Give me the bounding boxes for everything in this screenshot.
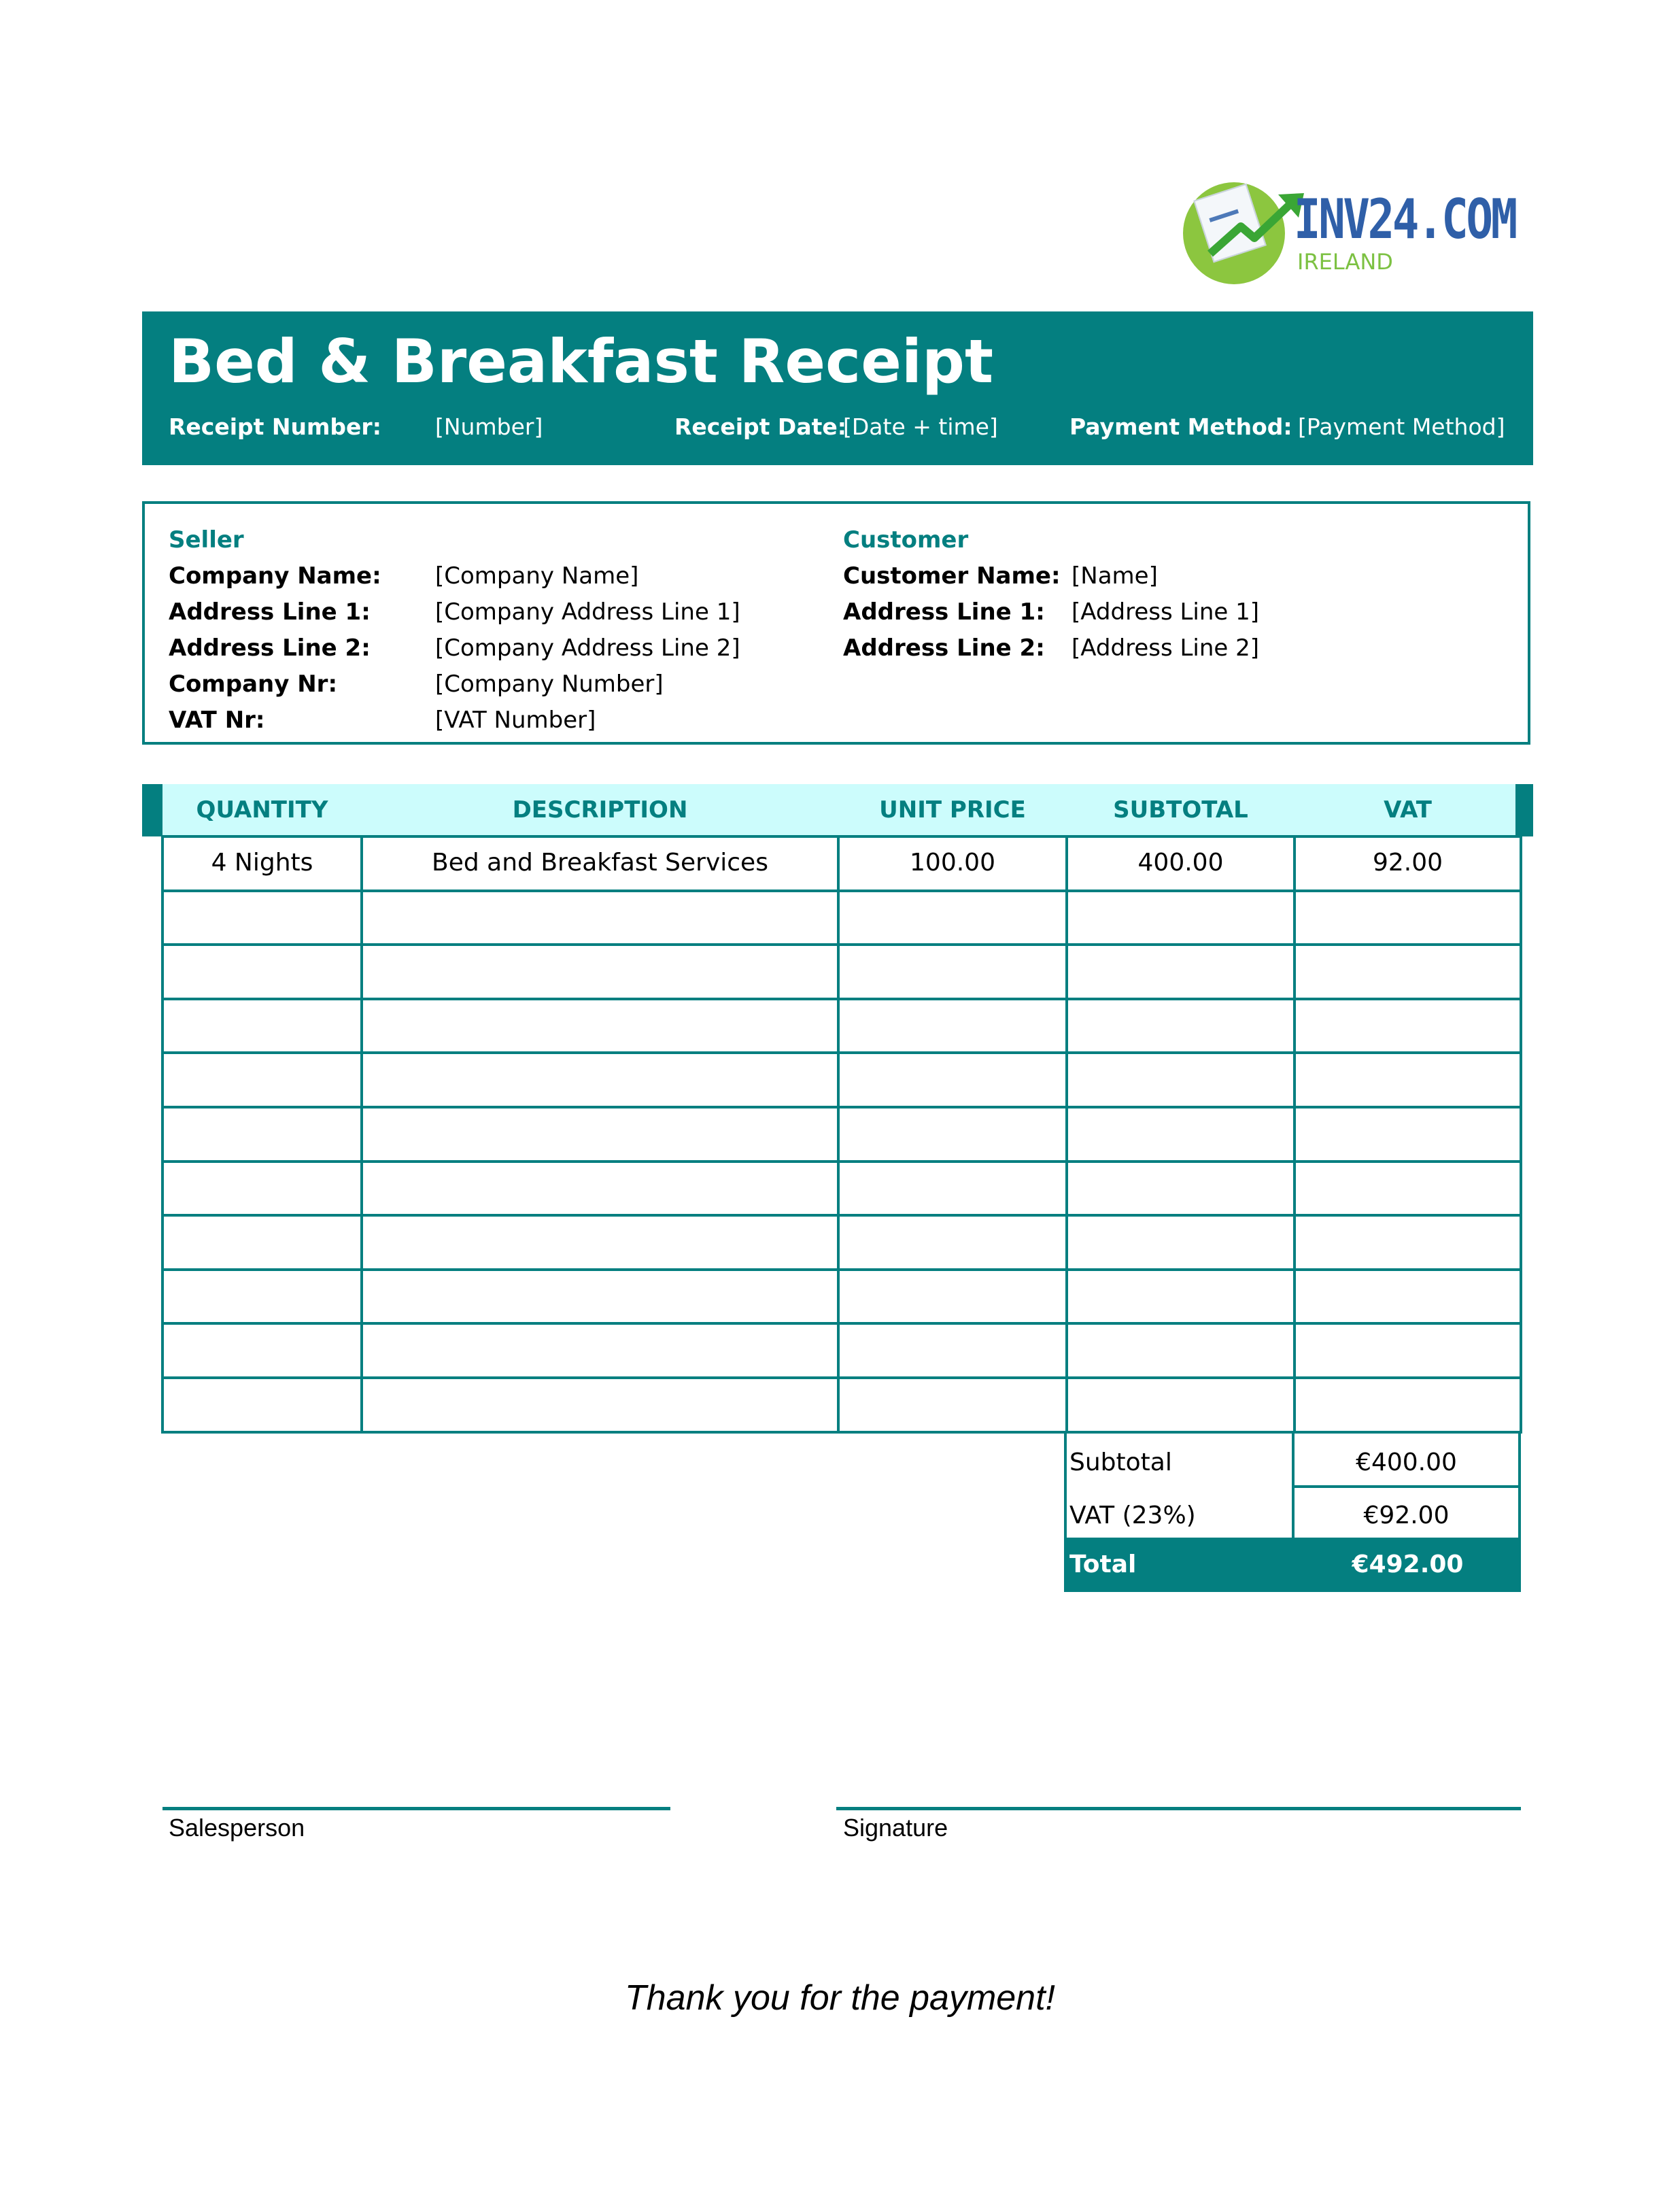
column-header-unit-price: UNIT PRICE	[879, 796, 1026, 824]
table-cell-unit-price: 100.00	[910, 849, 995, 877]
table-cell-vat	[1295, 891, 1521, 944]
table-cell-vat	[1295, 1270, 1521, 1323]
table-cell-unit-price	[838, 945, 1067, 998]
receipt-number-label: Receipt Number:	[169, 413, 381, 440]
payment-method-label: Payment Method:	[1069, 413, 1292, 440]
table-cell-unit-price	[838, 1215, 1067, 1268]
column-header-vat: VAT	[1384, 796, 1432, 824]
receipt-title: Bed & Breakfast Receipt	[169, 326, 994, 396]
table-cell-description	[362, 1323, 838, 1376]
seller-company-nr-label: Company Nr:	[169, 671, 338, 698]
table-cell-subtotal	[1067, 1053, 1295, 1106]
payment-method-value: [Payment Method]	[1298, 413, 1505, 440]
table-cell-quantity: 4 Nights	[211, 849, 313, 877]
grand-total-value: €492.00	[1352, 1551, 1464, 1578]
totals-divider	[1292, 1485, 1521, 1488]
table-cell-description	[362, 1162, 838, 1215]
table-cell-vat	[1295, 945, 1521, 998]
table-cell-quantity	[162, 891, 362, 944]
table-cell-vat	[1295, 999, 1521, 1052]
table-cell-unit-price	[838, 1053, 1067, 1106]
seller-company-name-label: Company Name:	[169, 562, 381, 590]
table-cell-subtotal	[1067, 999, 1295, 1052]
table-cell-subtotal	[1067, 1162, 1295, 1215]
table-cell-vat	[1295, 1107, 1521, 1160]
logo-brand-text: INV24.COM	[1294, 188, 1515, 251]
table-cell-quantity	[162, 1053, 362, 1106]
customer-address2-value: [Address Line 2]	[1072, 634, 1260, 662]
table-cell-description	[362, 1107, 838, 1160]
subtotal-value: €400.00	[1356, 1449, 1457, 1476]
header-left-cap	[142, 784, 162, 836]
table-cell-subtotal	[1067, 1378, 1295, 1431]
table-cell-quantity	[162, 1270, 362, 1323]
table-cell-vat	[1295, 1215, 1521, 1268]
logo-country-text: IRELAND	[1297, 249, 1393, 275]
salesperson-label: Salesperson	[169, 1814, 305, 1842]
table-cell-quantity	[162, 1162, 362, 1215]
table-cell-vat	[1295, 1162, 1521, 1215]
customer-address1-value: [Address Line 1]	[1072, 598, 1260, 626]
table-cell-quantity	[162, 1378, 362, 1431]
vat-total-label: VAT (23%)	[1069, 1502, 1196, 1529]
vat-total-value: €92.00	[1363, 1502, 1450, 1529]
table-cell-vat	[1295, 1323, 1521, 1376]
growth-arrow-icon	[1203, 189, 1305, 264]
seller-heading: Seller	[169, 526, 244, 554]
table-cell-quantity	[162, 945, 362, 998]
table-cell-quantity	[162, 1323, 362, 1376]
table-cell-vat: 92.00	[1372, 849, 1443, 877]
thank-you-message: Thank you for the payment!	[624, 1978, 1055, 2018]
table-cell-vat	[1295, 1378, 1521, 1431]
table-cell-description	[362, 891, 838, 944]
table-cell-description	[362, 999, 838, 1052]
column-header-description: DESCRIPTION	[512, 796, 688, 824]
table-cell-unit-price	[838, 1378, 1067, 1431]
table-cell-unit-price	[838, 891, 1067, 944]
table-cell-subtotal	[1067, 1270, 1295, 1323]
table-cell-vat	[1295, 1053, 1521, 1106]
subtotal-label: Subtotal	[1069, 1449, 1172, 1476]
table-cell-quantity	[162, 1215, 362, 1268]
signature-label: Signature	[843, 1814, 948, 1842]
customer-heading: Customer	[843, 526, 969, 554]
column-header-quantity: QUANTITY	[196, 796, 328, 824]
table-row-divider	[161, 1431, 1522, 1434]
table-cell-unit-price	[838, 999, 1067, 1052]
receipt-date-label: Receipt Date:	[674, 413, 846, 440]
seller-company-name-value: [Company Name]	[435, 562, 639, 590]
table-cell-unit-price	[838, 1270, 1067, 1323]
table-cell-description	[362, 1215, 838, 1268]
table-cell-description	[362, 945, 838, 998]
table-cell-unit-price	[838, 1162, 1067, 1215]
seller-address2-label: Address Line 2:	[169, 634, 371, 662]
table-cell-subtotal	[1067, 945, 1295, 998]
table-cell-subtotal	[1067, 1215, 1295, 1268]
seller-address1-value: [Company Address Line 1]	[435, 598, 740, 626]
table-cell-subtotal: 400.00	[1137, 849, 1224, 877]
customer-name-value: [Name]	[1072, 562, 1158, 590]
table-cell-subtotal	[1067, 1323, 1295, 1376]
grand-total-label: Total	[1069, 1551, 1137, 1578]
table-cell-description	[362, 1270, 838, 1323]
seller-vat-nr-value: [VAT Number]	[435, 707, 596, 734]
seller-address2-value: [Company Address Line 2]	[435, 634, 740, 662]
receipt-number-value: [Number]	[435, 413, 543, 440]
customer-signature-line	[836, 1807, 1521, 1810]
table-cell-quantity	[162, 1107, 362, 1160]
seller-vat-nr-label: VAT Nr:	[169, 707, 265, 734]
customer-address1-label: Address Line 1:	[843, 598, 1045, 626]
salesperson-signature-line	[162, 1807, 670, 1810]
table-cell-subtotal	[1067, 1107, 1295, 1160]
table-cell-unit-price	[838, 1107, 1067, 1160]
customer-address2-label: Address Line 2:	[843, 634, 1045, 662]
table-cell-unit-price	[838, 1323, 1067, 1376]
customer-name-label: Customer Name:	[843, 562, 1061, 590]
table-cell-subtotal	[1067, 891, 1295, 944]
table-cell-description	[362, 1053, 838, 1106]
receipt-date-value: [Date + time]	[843, 413, 998, 440]
table-cell-description: Bed and Breakfast Services	[432, 849, 768, 877]
column-header-subtotal: SUBTOTAL	[1113, 796, 1248, 824]
table-cell-quantity	[162, 999, 362, 1052]
table-cell-description	[362, 1378, 838, 1431]
seller-address1-label: Address Line 1:	[169, 598, 371, 626]
company-logo	[1183, 175, 1523, 284]
seller-company-nr-value: [Company Number]	[435, 671, 664, 698]
